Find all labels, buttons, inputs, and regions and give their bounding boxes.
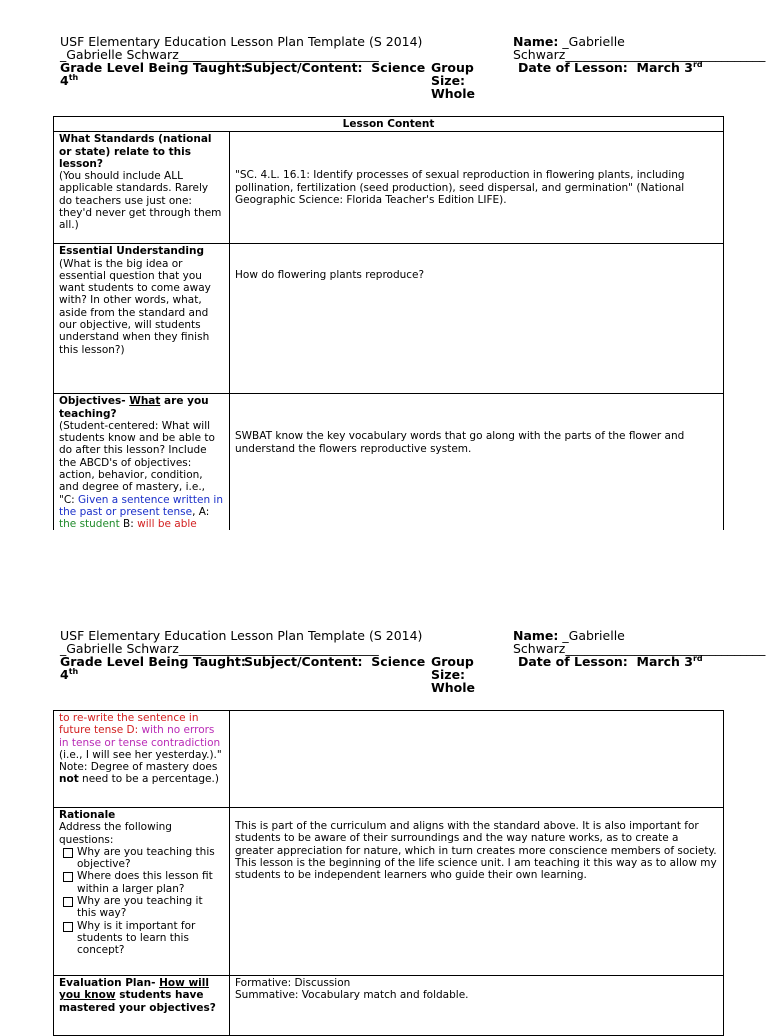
objectives-example: (i.e., I will see her yesterday.)." [59, 748, 222, 761]
essential-content: How do flowering plants reproduce? [230, 244, 724, 394]
template-title: USF Elementary Education Lesson Plan Template (S 2014) _Gabrielle Schwarz________________________________ [60, 628, 423, 656]
template-title: USF Elementary Education Lesson Plan Template (S 2014) _Gabrielle Schwarz________________________________ [60, 34, 423, 62]
lesson-date: Date of Lesson: March 3rd [518, 60, 703, 75]
page2-header [60, 628, 766, 695]
essential-heading: Essential Understanding [59, 245, 204, 258]
subject-content: Subject/Content: Science [244, 654, 426, 669]
page1-header [60, 34, 766, 101]
standards-content: "SC. 4.L. 16.1: Identify processes of sexual reproduction in flowering plants, including pollination, fertilization (seed production), seed dispersal, and germination" (National Geographic Science: Florida Teacher's Edition LIFE). [230, 132, 724, 244]
standards-label-cell [54, 132, 230, 244]
rationale-content: This is part of the curriculum and aligns with the standard above. It is also important for students to be aware of their surroundings and the way nature works, as to create a greater appreciation for nature, which in turn creates more conscience members of society. This lesson is the beginning of the life science unit. I am teaching it this way as to allow my students to be independent learners who guide their own learning. [230, 808, 724, 976]
standards-note: (You should include ALL applicable standards. Rarely do teachers use just one: they'd never get through them all.) [59, 170, 222, 232]
grade-level: Grade Level Being Taught: 4th [60, 60, 246, 88]
objectives-continued-content [230, 711, 724, 808]
checkbox-icon [63, 872, 73, 882]
grade-level: Grade Level Being Taught: 4th [60, 654, 246, 682]
rationale-intro: Address the following questions: [59, 821, 172, 846]
objectives-label-cell [54, 394, 230, 532]
objectives-note: (Student-centered: What will students know and be able to do after this lesson? Include the ABCD's of objectives: action, behavior, condition, and degree of mastery, i.e., "C: Given a sentence written in the past or present tense, A: the student B: will be able [59, 419, 224, 531]
mastery-note: Note: Degree of mastery does not need to be a percentage.) [59, 761, 219, 786]
rationale-heading: Rationale [59, 809, 116, 821]
table-row [54, 808, 724, 976]
checkbox-icon [63, 922, 73, 932]
subject-content: Subject/Content: Science [244, 60, 426, 75]
summative-assessment: Summative: Vocabulary match and foldable. [235, 989, 469, 1002]
rationale-label-cell [54, 808, 230, 976]
table-row [54, 711, 724, 808]
lesson-content-table [53, 116, 724, 533]
checkbox-icon [63, 897, 73, 907]
standards-heading: What Standards (national or state) relate to this lesson? [59, 133, 212, 170]
checkbox-icon [63, 848, 73, 858]
name-field: Name: _Gabrielle Schwarz________________________________ [513, 628, 766, 656]
table-row [54, 132, 724, 244]
name-field: Name: _Gabrielle Schwarz________________________________ [513, 34, 766, 62]
list-item: Why are you teaching it this way? [59, 895, 224, 920]
essential-note: (What is the big idea or essential question that you want students to come away with? In other words, what, aside from the standard and our objective, will students understand when they finish this lesson?) [59, 257, 211, 356]
lesson-date: Date of Lesson: March 3rd [518, 654, 703, 669]
table-row [54, 244, 724, 394]
table-row [54, 976, 724, 1036]
list-item: Why is it important for students to learn this concept? [59, 920, 224, 957]
objectives-continued-cell: to re-write the sentence in future tense D: with no errors in tense or tense contradiction (i.e., I will see her yesterday.)." Note: Degree of mastery does not need to be a percentage.) [54, 711, 230, 808]
table-row [54, 394, 724, 532]
group-size: Group Size: Whole [431, 60, 476, 101]
essential-label-cell [54, 244, 230, 394]
table-caption: Lesson Content [54, 117, 724, 132]
objectives-heading: Objectives- What are you teaching? [59, 395, 209, 420]
formative-assessment: Formative: Discussion [235, 977, 351, 989]
group-size: Group Size: Whole [431, 654, 476, 695]
evaluation-heading: Evaluation Plan- How will you know students have mastered your objectives? [59, 977, 216, 1014]
rationale-questions [59, 846, 224, 957]
list-item: Why are you teaching this objective? [59, 846, 224, 871]
page-break [0, 530, 768, 620]
list-item: Where does this lesson fit within a larger plan? [59, 870, 224, 895]
evaluation-label-cell [54, 976, 230, 1036]
objectives-content: SWBAT know the key vocabulary words that go along with the parts of the flower and understand the flowers reproductive system. [230, 394, 724, 532]
evaluation-content [230, 976, 724, 1036]
lesson-content-table-continued [53, 710, 724, 1036]
